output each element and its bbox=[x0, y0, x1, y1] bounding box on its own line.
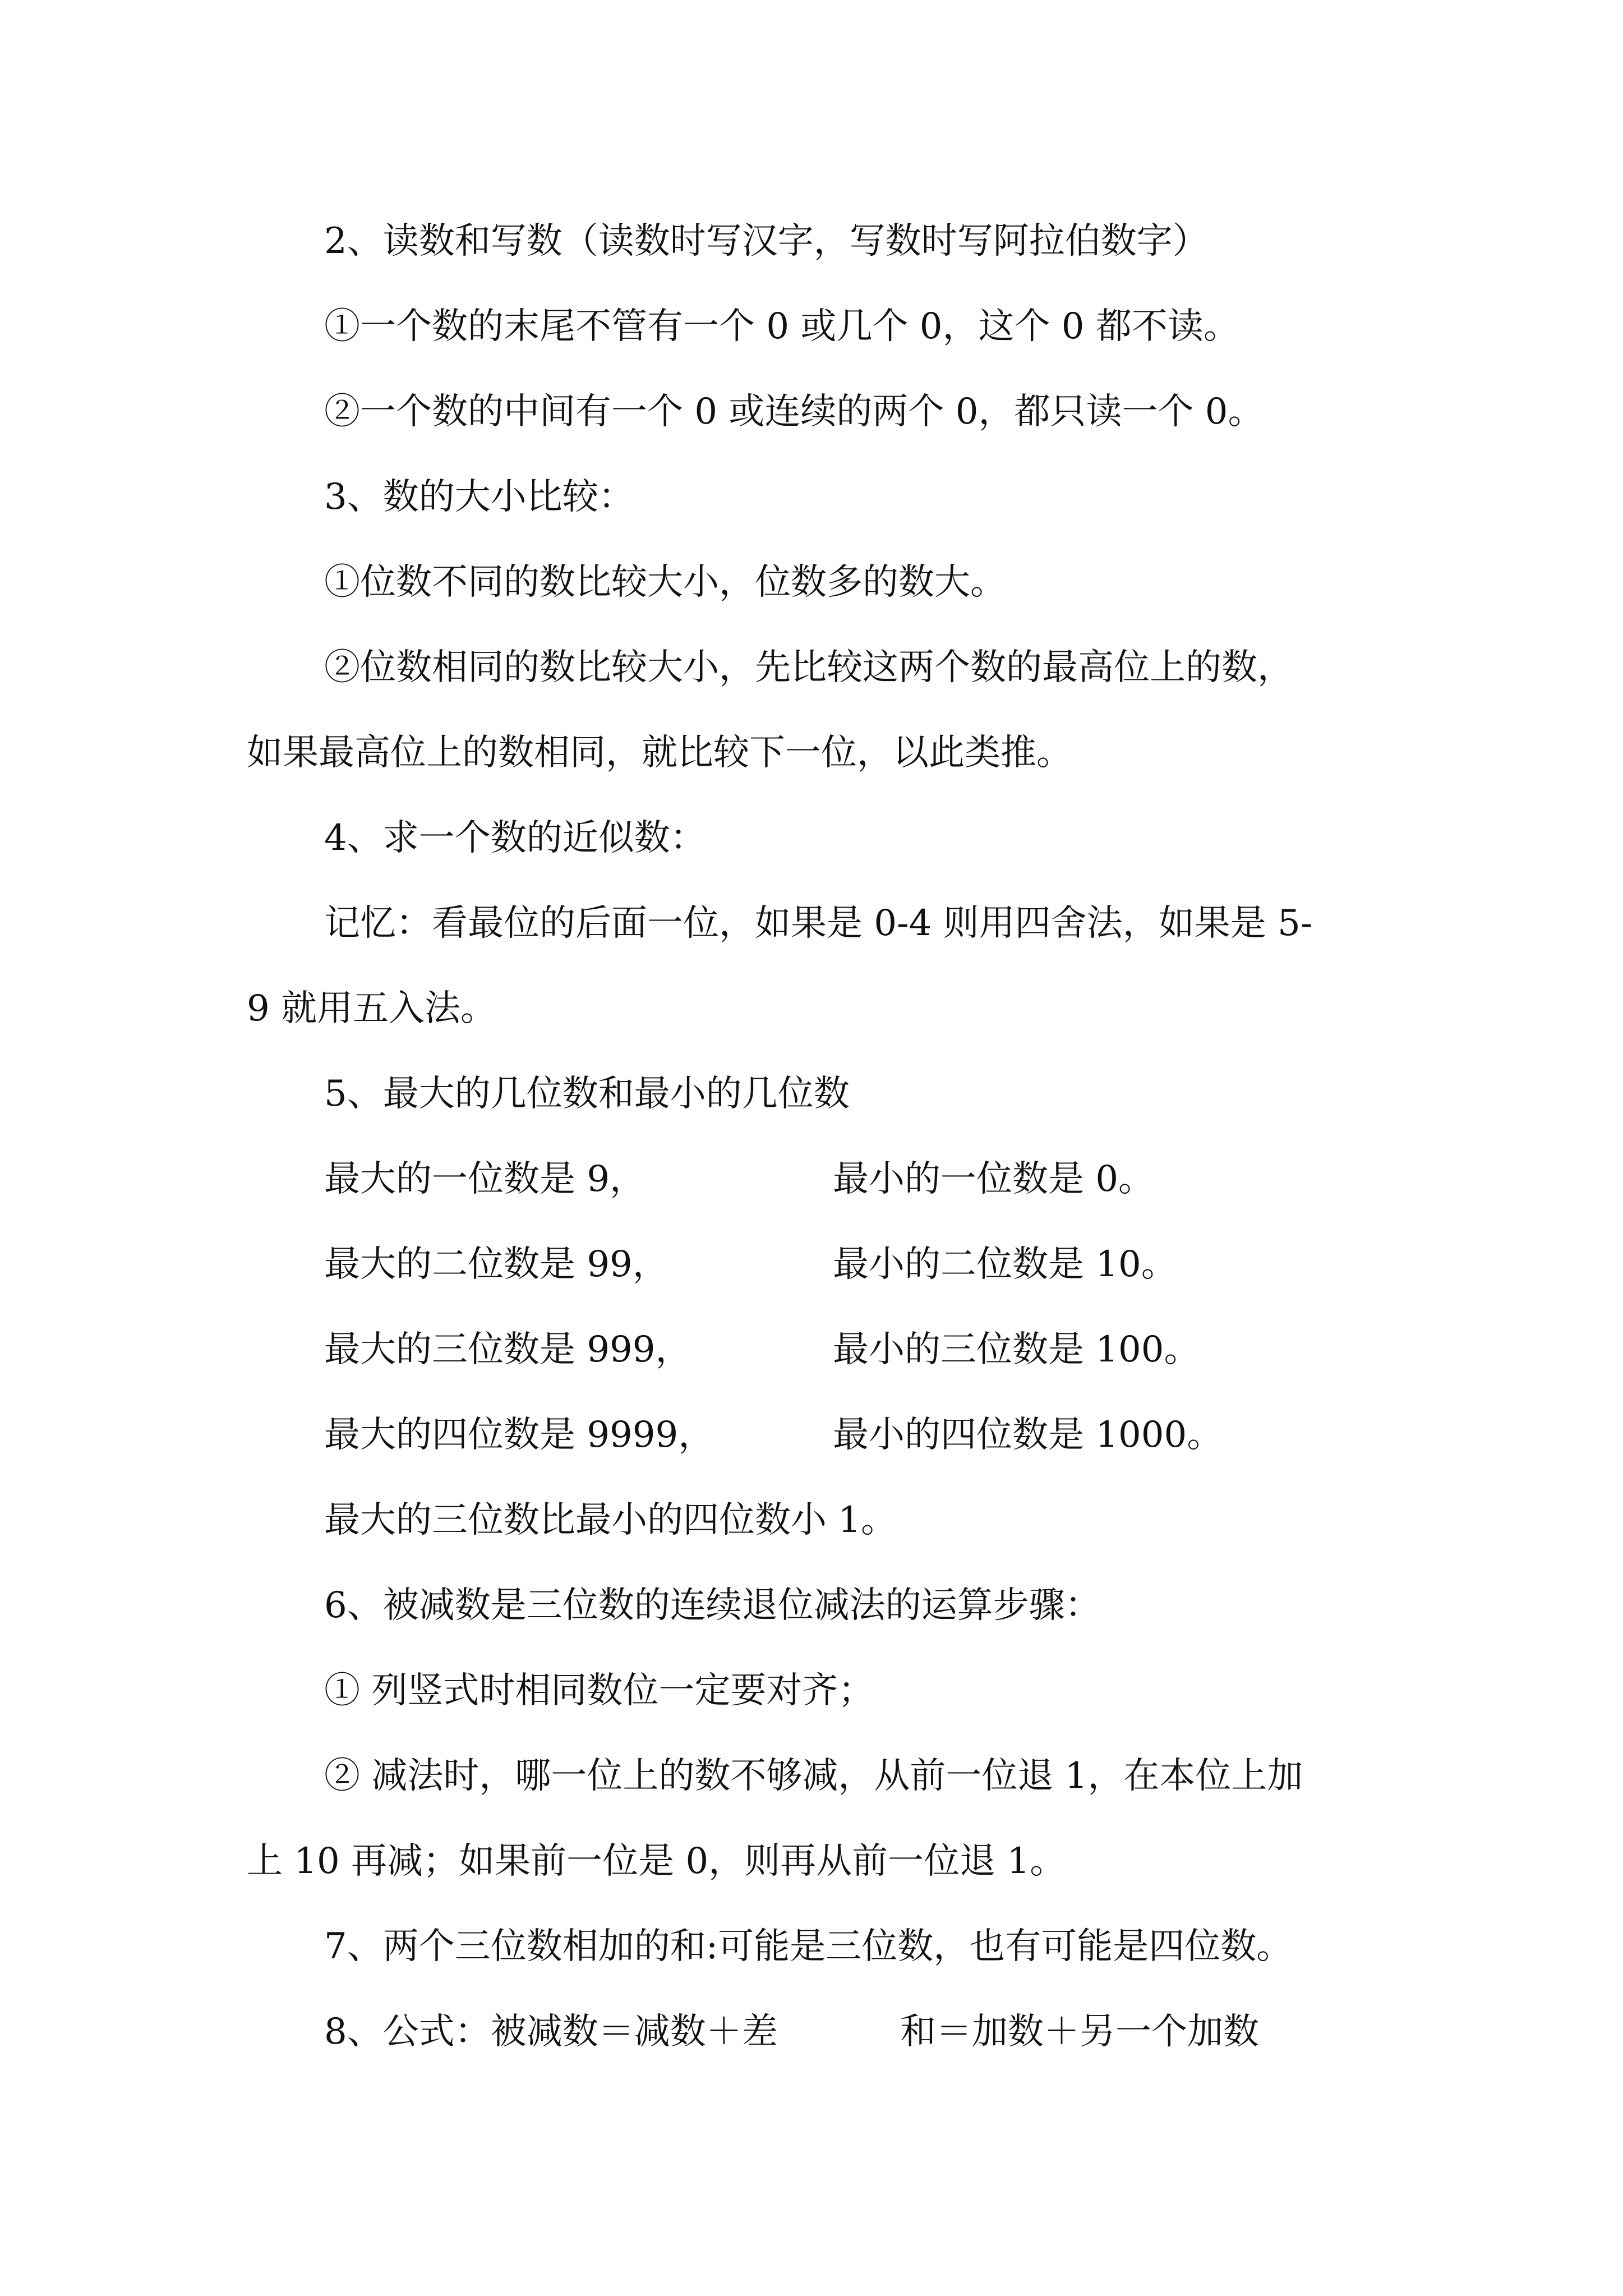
comparison-note: 最大的三位数比最小的四位数小 1。 bbox=[324, 1499, 897, 1541]
formula-addition: 和＝加数＋另一个加数 bbox=[900, 2011, 1259, 2053]
memory-rule-continued: 9 就用五入法。 bbox=[247, 988, 497, 1029]
step-2: ② 减法时，哪一位上的数不够减，从前一位退 1，在本位上加 bbox=[324, 1755, 1303, 1797]
step-2-continued: 上 10 再减；如果前一位是 0，则再从前一位退 1。 bbox=[247, 1841, 1066, 1882]
max-number-3: 最大的三位数是 999， bbox=[324, 1329, 691, 1370]
formula-subtraction: 8、公式：被减数＝减数＋差 bbox=[324, 2011, 778, 2053]
section-7-heading: 7、两个三位数相加的和:可能是三位数，也有可能是四位数。 bbox=[324, 1926, 1293, 1967]
max-number-2: 最大的二位数是 99， bbox=[324, 1244, 668, 1285]
section-2-heading: 2、读数和写数（读数时写汉字，写数时写阿拉伯数字） bbox=[324, 220, 1209, 262]
memory-rule: 记忆：看最位的后面一位，如果是 0-4 则用四舍法，如果是 5- bbox=[324, 903, 1313, 944]
rule-3-2-continued: 如果最高位上的数相同，就比较下一位，以此类推。 bbox=[247, 732, 1072, 774]
max-number-1: 最大的一位数是 9， bbox=[324, 1158, 646, 1200]
min-number-3: 最小的三位数是 100。 bbox=[833, 1329, 1200, 1370]
section-4-heading: 4、求一个数的近似数： bbox=[324, 817, 706, 859]
min-number-1: 最小的一位数是 0。 bbox=[833, 1158, 1155, 1200]
rule-2-1: ①一个数的末尾不管有一个 0 或几个 0，这个 0 都不读。 bbox=[324, 306, 1239, 347]
section-6-heading: 6、被减数是三位数的连续退位减法的运算步骤： bbox=[324, 1585, 1101, 1626]
min-number-2: 最小的二位数是 10。 bbox=[833, 1244, 1177, 1285]
max-number-4: 最大的四位数是 9999， bbox=[324, 1414, 714, 1456]
section-3-heading: 3、数的大小比较： bbox=[324, 476, 634, 518]
section-5-heading: 5、最大的几位数和最小的几位数 bbox=[324, 1073, 850, 1115]
rule-3-1: ①位数不同的数比较大小，位数多的数大。 bbox=[324, 562, 1006, 603]
min-number-4: 最小的四位数是 1000。 bbox=[833, 1414, 1223, 1456]
rule-3-2: ②位数相同的数比较大小，先比较这两个数的最高位上的数， bbox=[324, 647, 1293, 688]
rule-2-2: ②一个数的中间有一个 0 或连续的两个 0，都只读一个 0。 bbox=[324, 391, 1264, 432]
step-1: ① 列竖式时相同数位一定要对齐； bbox=[324, 1670, 874, 1711]
